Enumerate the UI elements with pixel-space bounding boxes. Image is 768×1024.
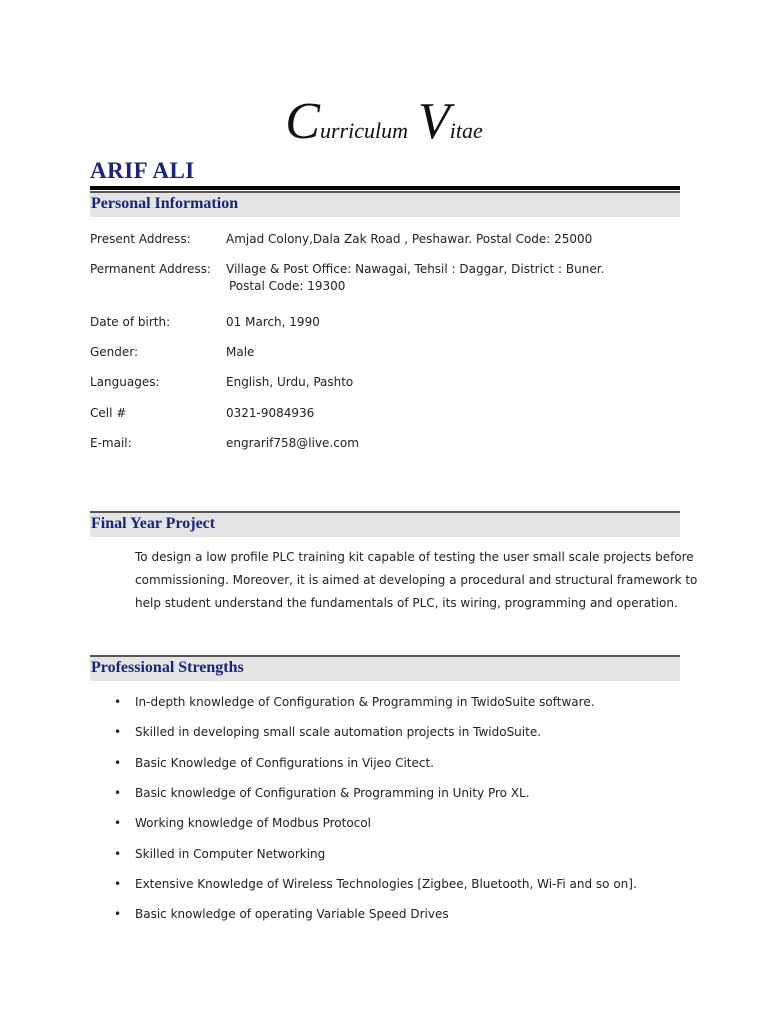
info-label: Present Address:: [90, 232, 191, 246]
section-personal-information: [90, 191, 680, 217]
strength-text: Skilled in Computer Networking: [135, 847, 326, 861]
info-value-line2: Postal Code: 19300: [229, 279, 346, 293]
project-line: To design a low profile PLC training kit capable of testing the user small scale projects before: [135, 550, 694, 564]
bullet-icon: •: [114, 907, 122, 921]
strength-text: Extensive Knowledge of Wireless Technologies [Zigbee, Bluetooth, Wi-Fi and so on].: [135, 877, 637, 891]
bullet-icon: •: [114, 725, 122, 739]
section-heading: Final Year Project: [91, 515, 216, 532]
info-label: Permanent Address:: [90, 262, 211, 276]
section-heading: Professional Strengths: [91, 659, 244, 676]
section-final-year-project: [90, 511, 680, 537]
section-professional-strengths: [90, 655, 680, 681]
project-line: help student understand the fundamentals of PLC, its wiring, programming and operation.: [135, 596, 678, 610]
bullet-icon: •: [114, 877, 122, 891]
bullet-icon: •: [114, 847, 122, 861]
strength-text: Skilled in developing small scale automation projects in TwidoSuite.: [135, 725, 542, 739]
candidate-name: ARIF ALI: [90, 158, 195, 183]
strength-text: Basic knowledge of Configuration & Programming in Unity Pro XL.: [135, 786, 530, 800]
info-value: English, Urdu, Pashto: [226, 375, 354, 389]
email-link[interactable]: engrarif758@live.com: [226, 436, 359, 450]
info-value: 0321-9084936: [226, 406, 315, 420]
document-title: [0, 92, 768, 152]
title-initial-c: C: [285, 93, 320, 150]
title-initial-v: V: [417, 93, 450, 150]
strength-text: In-depth knowledge of Configuration & Programming in TwidoSuite software.: [135, 695, 595, 709]
info-value: Amjad Colony,Dala Zak Road , Peshawar. Postal Code: 25000: [226, 232, 593, 246]
project-line: commissioning. Moreover, it is aimed at developing a procedural and structural framework to: [135, 573, 698, 587]
info-label: Date of birth:: [90, 315, 171, 329]
bullet-icon: •: [114, 786, 122, 800]
bullet-icon: •: [114, 816, 122, 830]
strength-text: Working knowledge of Modbus Protocol: [135, 816, 371, 830]
info-label: Cell #: [90, 406, 127, 420]
info-value: Male: [226, 345, 255, 359]
section-heading: Personal Information: [91, 195, 239, 212]
info-value-line1: Village & Post Office: Nawagai, Tehsil : Daggar, District : Buner.: [226, 262, 605, 276]
title-rest-urriculum: urriculum: [319, 118, 408, 143]
info-value: 01 March, 1990: [226, 315, 320, 329]
info-label: Languages:: [90, 375, 160, 389]
info-label: Gender:: [90, 345, 139, 359]
title-rest-itae: itae: [449, 118, 483, 143]
bullet-icon: •: [114, 695, 122, 709]
info-value: [226, 261, 604, 295]
strength-text: Basic knowledge of operating Variable Speed Drives: [135, 907, 449, 921]
info-label: E-mail:: [90, 436, 132, 450]
project-description: [135, 546, 698, 615]
bullet-icon: •: [114, 756, 122, 770]
strength-text: Basic Knowledge of Configurations in Vijeo Citect.: [135, 756, 435, 770]
name-divider: [90, 186, 680, 190]
